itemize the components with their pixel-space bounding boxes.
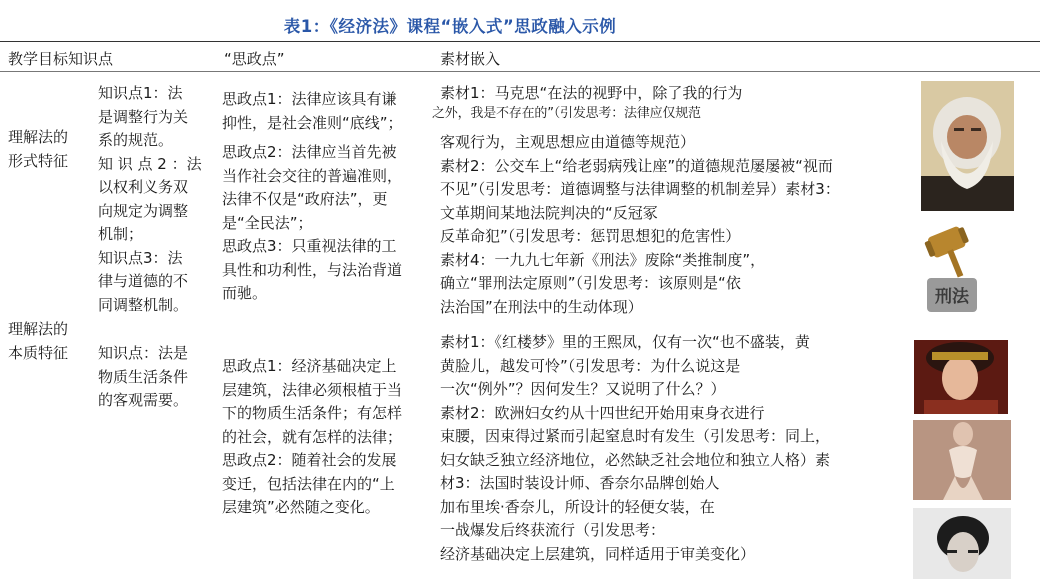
row1-material-line: 法治国”在刑法中的生动体现） bbox=[440, 297, 643, 316]
row2-material-line: 加布里埃·香奈儿，所设计的轻便女装，在 bbox=[440, 497, 715, 516]
header-goal-knowledge: 教学目标知识点 bbox=[8, 50, 114, 68]
row1-knowledge-line: 知 识 点 2 ：法 bbox=[98, 154, 202, 173]
row2-material-line: 妇女缺乏独立经济地位，必然缺乏社会地位和独立人格）素 bbox=[440, 450, 831, 469]
row1-knowledge-line: 知识点1：法 bbox=[98, 84, 183, 102]
row2-goal bbox=[8, 318, 88, 365]
row2-material-line: 素材2：欧洲妇女约从十四世纪开始用束身衣进行 bbox=[440, 403, 765, 422]
row2-material-line: 束腰，因束得过紧而引起窒息时有发生（引发思考：同上， bbox=[440, 427, 831, 445]
row1-knowledge bbox=[98, 82, 210, 317]
row2-knowledge-line: 物质生活条件 bbox=[98, 367, 189, 386]
row1-knowledge-line: 机制； bbox=[98, 225, 144, 243]
row1-knowledge-line: 知识点3：法 bbox=[98, 248, 183, 267]
row1-material-line: 素材2：公交车上“给老弱病残让座”的道德规范屡屡被“视而 bbox=[440, 156, 833, 175]
header-materials: 素材嵌入 bbox=[440, 50, 501, 68]
row1-material-line: 反革命犯”（引发思考：惩罚思想犯的危害性） bbox=[440, 227, 741, 245]
row2-ideology-line: 层建筑”必然随之变化。 bbox=[222, 498, 380, 516]
coco-chanel-image bbox=[913, 508, 1011, 579]
row1-knowledge-line: 以权利义务双 bbox=[98, 178, 189, 196]
row2-ideology bbox=[222, 355, 402, 520]
row1-goal-line: 形式特征 bbox=[8, 151, 69, 170]
row2-material-line: 黄脸儿，越发可怜”（引发思考：为什么说这是 bbox=[440, 356, 741, 375]
row2-material-line: 材3：法国时装设计师、香奈尔品牌创始人 bbox=[440, 474, 720, 492]
row1-ideology-line: 思政点3：只重视法律的工 bbox=[222, 237, 397, 255]
row2-goal-line: 本质特征 bbox=[8, 343, 69, 362]
marx-portrait-image bbox=[921, 81, 1014, 211]
table-header-rule bbox=[0, 71, 1040, 72]
row1-material-line: 素材4：一九九七年新《刑法》废除“类推制度”， bbox=[440, 250, 766, 269]
row1-knowledge-line: 律与道德的不 bbox=[98, 272, 189, 290]
row1-ideology-line: 是“全民法”； bbox=[222, 213, 313, 232]
row2-materials bbox=[432, 331, 902, 566]
row2-ideology-line: 下的物质生活条件；有怎样 bbox=[222, 404, 403, 422]
row1-material-line: 素材1：马克思“在法的视野中，除了我的行为 bbox=[440, 84, 743, 102]
row1-ideology-line: 思政点1：法律应该具有谦 bbox=[222, 90, 397, 108]
table-title: 表1：《经济法》课程“嵌入式”思政融入示例 bbox=[283, 17, 617, 36]
row1-material-line: 不见”（引发思考：道德调整与法律调整的机制差异）素材3： bbox=[440, 180, 840, 198]
header-ideology: “思政点” bbox=[224, 50, 285, 68]
criminal-law-gavel-image bbox=[919, 220, 983, 316]
row1-ideology-line: 思政点2：法律应当首先被 bbox=[222, 143, 397, 161]
row1-materials bbox=[432, 82, 902, 319]
row2-ideology-line: 的社会，就有怎样的法律； bbox=[222, 427, 403, 446]
row2-knowledge-line: 的客观需要。 bbox=[98, 391, 189, 409]
row2-material-line: 素材1：《红楼梦》里的王熙凤，仅有一次“也不盛装，黄 bbox=[440, 333, 810, 351]
row1-goal-line: 理解法的 bbox=[8, 128, 69, 146]
row1-knowledge-line: 同调整机制。 bbox=[98, 295, 189, 314]
row2-ideology-line: 思政点2：随着社会的发展 bbox=[222, 451, 397, 469]
row1-ideology-line: 而驰。 bbox=[222, 284, 268, 302]
row1-ideology bbox=[222, 88, 403, 306]
row2-ideology-line: 层建筑，法律必须根植于当 bbox=[222, 380, 403, 399]
row2-goal-line: 理解法的 bbox=[8, 320, 69, 338]
corset-woman-image bbox=[913, 420, 1011, 500]
row1-goal bbox=[8, 126, 88, 173]
table-top-rule bbox=[0, 41, 1040, 42]
row1-material-line: 确立“罪刑法定原则”（引发思考：该原则是“依 bbox=[440, 274, 741, 292]
wang-xifeng-image bbox=[914, 340, 1008, 414]
row2-ideology-line: 变迁，包括法律在内的“上 bbox=[222, 474, 395, 493]
row1-knowledge-line: 是调整行为关 bbox=[98, 107, 189, 126]
row2-knowledge bbox=[98, 342, 210, 413]
row1-ideology-line: 法律不仅是“政府法”，更 bbox=[222, 190, 388, 208]
row1-knowledge-line: 系的规范。 bbox=[98, 131, 174, 149]
row2-knowledge-line: 知识点：法是 bbox=[98, 344, 189, 362]
row1-ideology-line: 当作社会交往的普遍准则， bbox=[222, 166, 403, 185]
row2-material-line: 一战爆发后终获流行（引发思考： bbox=[440, 521, 666, 539]
row1-material-line: 客观行为，主观思想应由道德等规范） bbox=[440, 133, 696, 151]
row1-knowledge-line: 向规定为调整 bbox=[98, 201, 189, 220]
gavel-label-text: 刑法 bbox=[935, 287, 969, 307]
row1-material-line: 之外，我是不存在的”（引发思考：法律应仅规范 bbox=[432, 105, 701, 121]
row2-ideology-line: 思政点1：经济基础决定上 bbox=[222, 357, 397, 375]
row1-material-line: 文革期间某地法院判决的“反冠冢 bbox=[440, 203, 658, 222]
row1-ideology-line: 具性和功利性，与法治背道 bbox=[222, 260, 403, 279]
row2-material-line: 经济基础决定上层建筑，同样适用于审美变化） bbox=[440, 544, 756, 563]
row1-ideology-line: 抑性，是社会准则“底线”； bbox=[222, 113, 403, 132]
row2-material-line: 一次“例外”？因何发生？又说明了什么？） bbox=[440, 380, 726, 398]
